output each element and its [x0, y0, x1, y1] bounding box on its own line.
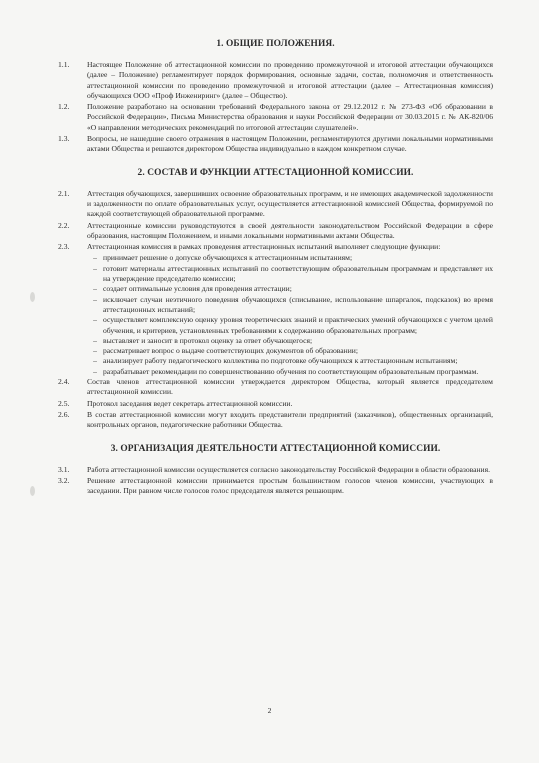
- clause-number: 2.1.: [58, 188, 70, 198]
- function-text: создает оптимальные условия для проведения аттестации;: [103, 284, 292, 294]
- function-item: [87, 315, 493, 336]
- clause-number: 2.3.: [58, 242, 70, 252]
- dash-marker: –: [93, 263, 97, 273]
- clause-2-2: [58, 221, 493, 242]
- page-number: 2: [267, 706, 272, 715]
- clause-number: 2.2.: [58, 220, 70, 230]
- clause-2-4: [58, 377, 493, 398]
- function-item: [87, 264, 493, 285]
- clause-text: Состав членов аттестационной комиссии утверждается директором Общества, который является председателем аттестационной комиссии.: [87, 377, 493, 397]
- clause-number: 3.1.: [58, 464, 70, 474]
- clause-number: 2.6.: [58, 409, 70, 419]
- clause-2-5: [58, 399, 493, 409]
- section-1-title: 1. ОБЩИЕ ПОЛОЖЕНИЯ.: [216, 39, 335, 49]
- clause-1-1: [58, 60, 493, 101]
- clause-number: 2.5.: [58, 398, 70, 408]
- function-item: [87, 336, 493, 346]
- clause-text: Протокол заседания ведет секретарь аттестационной комиссии.: [87, 398, 293, 408]
- clause-2-3: [58, 242, 493, 252]
- dash-marker: –: [93, 335, 97, 345]
- function-item: [87, 346, 493, 356]
- clause-number: 1.1.: [58, 60, 70, 69]
- function-text: анализирует работу педагогического коллектива по подготовке обучающихся к аттестационным испытаниям;: [103, 356, 458, 366]
- dash-marker: –: [93, 315, 97, 325]
- clause-text: Аттестационная комиссия в рамках проведения аттестационных испытаний выполняет следующие функции:: [87, 242, 441, 252]
- dash-marker: –: [93, 356, 97, 366]
- function-text: осуществляет комплексную оценку уровня теоретических знаний и практических умений обучающихся с учетом целей обучения, и критериев, установленных требованиями к содержанию образовательных программ;: [103, 315, 493, 335]
- section-3-title: 3. ОРГАНИЗАЦИЯ ДЕЯТЕЛЬНОСТИ АТТЕСТАЦИОННОЙ КОМИССИИ.: [110, 443, 441, 454]
- clause-text: Аттестационные комиссии руководствуются в своей деятельности законодательством Российской Федерации в сфере образования, настоящим Положением, и иными локальными нормативными актами Общества.: [87, 220, 493, 240]
- function-text: выставляет и заносит в протокол оценку за ответ обучающегося;: [103, 335, 313, 345]
- function-item: [87, 295, 493, 316]
- dash-marker: –: [93, 346, 97, 356]
- functions-list: [87, 253, 493, 377]
- binder-hole-mark: [30, 486, 35, 496]
- function-text: исключает случаи неэтичного поведения обучающихся (списывание, использование шпаргалок, подсказок) во время аттестационных испытаний;: [103, 294, 493, 314]
- clause-text: Вопросы, не нашедшие своего отражения в настоящем Положении, регламентируются другими локальными нормативными актами Общества и решаются директором Общества индивидуально в каждом конкретном случае.: [87, 134, 493, 154]
- dash-marker: –: [93, 366, 97, 376]
- function-text: готовит материалы аттестационных испытаний по соответствующим образовательным программам и представляет их на утверждение председателю комиссии;: [103, 263, 493, 284]
- clause-number: 2.4.: [58, 377, 70, 387]
- function-item: [87, 284, 493, 294]
- clause-text: Положение разработано на основании требований Федерального закона от 29.12.2012 г. № 273-ФЗ «Об образовании в Российской Федерации», Письма Министерства образования и науки Российской Федерации от 30.03.2015 г. № АК-820/06 «О направлении методических рекомендаций по итоговой аттестации слушателей».: [87, 102, 493, 132]
- clause-3-1: [58, 465, 493, 475]
- function-text: разрабатывает рекомендации по совершенствованию обучения по соответствующим образовательным программам.: [103, 366, 479, 376]
- clause-number: 1.2.: [58, 102, 70, 112]
- clause-number: 1.3.: [58, 134, 70, 144]
- clause-text: В состав аттестационной комиссии могут входить представители предприятий (заказчиков), общественных организаций, контрольных органов, педагогические работники Общества.: [87, 409, 493, 430]
- clause-1-2: [58, 102, 493, 133]
- function-text: принимает решение о допуске обучающихся к аттестационным испытаниям;: [103, 253, 353, 263]
- clause-2-1: [58, 189, 493, 220]
- dash-marker: –: [93, 253, 97, 263]
- function-item: [87, 367, 493, 377]
- clause-number: 3.2.: [58, 475, 70, 485]
- clause-2-6: [58, 410, 493, 431]
- clause-text: Аттестация обучающихся, завершивших освоение образовательных программ, и не имеющих академической задолженности и задолженности по оплате образовательных услуг, осуществляется аттестационной комиссией Общества, формируемой по каждой соответствующей образовательной программе.: [87, 188, 493, 219]
- dash-marker: –: [93, 284, 97, 294]
- function-text: рассматривает вопрос о выдаче соответствующих документов об образовании;: [103, 346, 358, 356]
- clause-1-3: [58, 134, 493, 155]
- clause-3-2: [58, 476, 493, 497]
- dash-marker: –: [93, 294, 97, 304]
- section-2-title: 2. СОСТАВ И ФУНКЦИИ АТТЕСТАЦИОННОЙ КОМИССИИ.: [137, 167, 414, 178]
- function-item: [87, 253, 493, 263]
- clause-text: Работа аттестационной комиссии осуществляется согласно законодательству Российской Федерации в области образования.: [87, 464, 491, 474]
- clause-text: Настоящее Положение об аттестационной комиссии по проведению промежуточной и итоговой аттестации обучающихся (далее – Положение) регламентирует порядок формирования, основные задачи, состав, полномочия и ответственность аттестационной комиссии по проведению промежуточной и итоговой аттестации (далее – Аттестационная комиссия) обучающихся ООО «Проф Инжениринг» (далее – Общество).: [87, 60, 493, 100]
- binder-hole-mark: [30, 292, 35, 302]
- function-item: [87, 356, 493, 366]
- clause-text: Решение аттестационной комиссии принимается простым большинством голосов членов комиссии, участвующих в заседании. При равном числе голосов голос председателя является решающим.: [87, 475, 493, 496]
